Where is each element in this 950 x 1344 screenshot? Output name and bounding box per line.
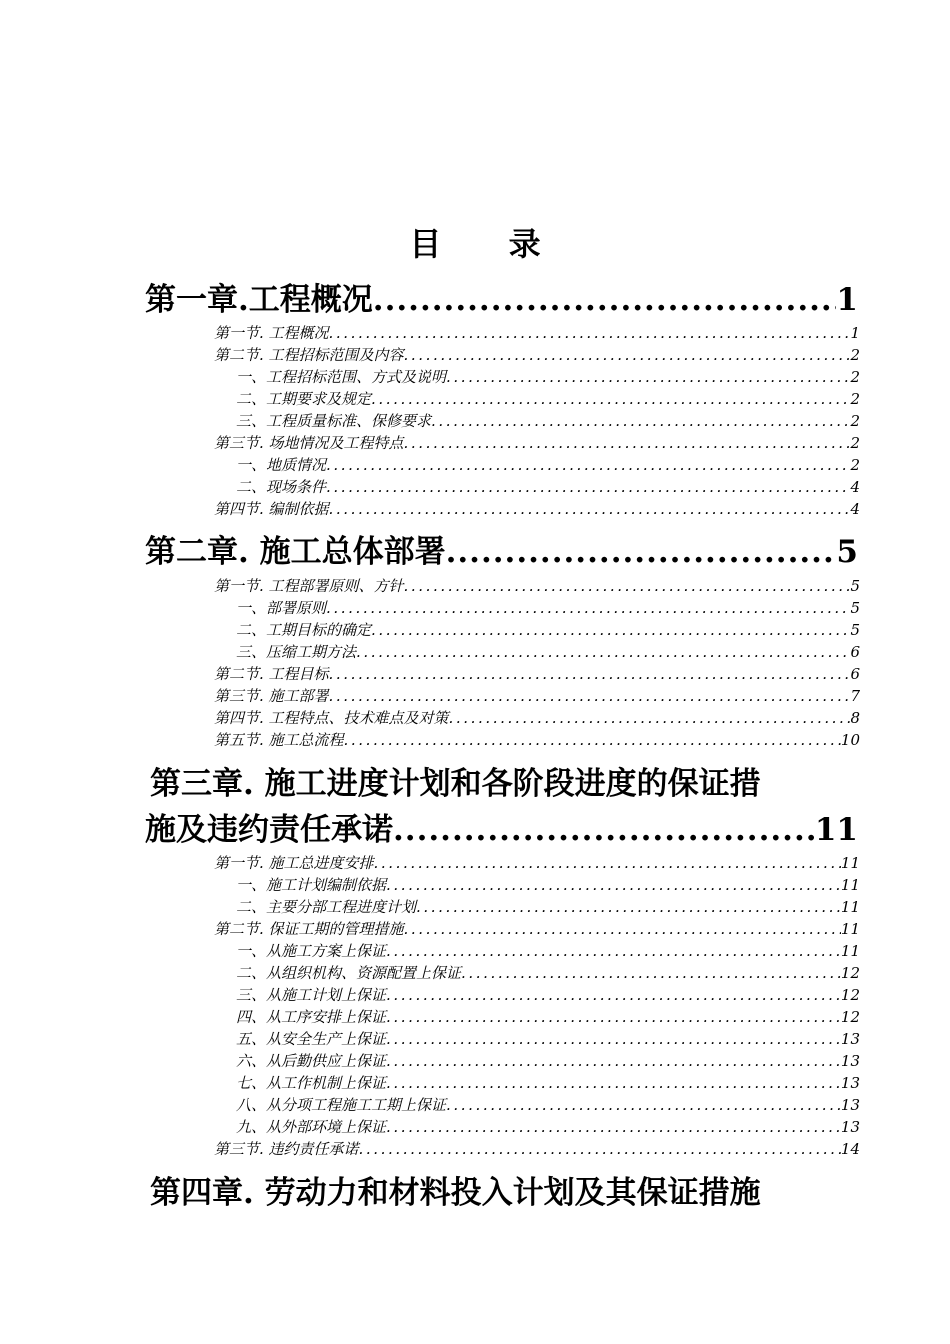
page-number: 13 xyxy=(840,1030,860,1048)
toc-entry[interactable] xyxy=(214,730,860,751)
entry-label: 二、工期要求及规定 xyxy=(236,390,372,408)
page-number: 2 xyxy=(850,456,860,474)
dot-leader xyxy=(329,499,851,520)
page-number: 11 xyxy=(840,920,860,938)
dot-leader xyxy=(386,875,841,896)
entry-label: 二、现场条件 xyxy=(236,478,327,496)
toc-entry[interactable] xyxy=(214,433,860,454)
dot-leader xyxy=(386,1051,841,1072)
page-number: 12 xyxy=(840,986,860,1004)
page-number: 11 xyxy=(840,876,860,894)
dot-leader xyxy=(449,708,851,729)
entry-label: 三、工程质量标准、保修要求 xyxy=(236,412,432,430)
chapter-4-title-line[interactable]: 第四章. 劳动力和材料投入计划及其保证措施 xyxy=(150,1175,761,1211)
entry-label: 二、从组织机构、资源配置上保证 xyxy=(236,964,462,982)
chapter-3-title-line[interactable]: 第三章. 施工进度计划和各阶段进度的保证措 xyxy=(150,766,761,802)
page-number: 1 xyxy=(836,282,858,318)
toc-entry[interactable] xyxy=(236,897,860,918)
toc-entry[interactable] xyxy=(236,620,860,641)
dot-leader xyxy=(404,576,851,597)
toc-entry[interactable] xyxy=(214,919,860,940)
toc-entry[interactable] xyxy=(236,1117,860,1138)
toc-entry[interactable] xyxy=(214,499,860,520)
page-number: 5 xyxy=(850,599,860,617)
entry-label: 五、从安全生产上保证 xyxy=(236,1030,387,1048)
page-number: 12 xyxy=(840,964,860,982)
dot-leader xyxy=(373,280,837,320)
page-number: 11 xyxy=(840,942,860,960)
page-number: 2 xyxy=(850,434,860,452)
dot-leader xyxy=(326,455,850,476)
dot-leader xyxy=(329,686,851,707)
chapter-3-entry[interactable] xyxy=(145,810,858,850)
toc-entry[interactable] xyxy=(214,1139,860,1160)
page-number: 14 xyxy=(840,1140,860,1158)
entry-label: 第二节. 保证工期的管理措施 xyxy=(214,920,404,938)
entry-label: 一、施工计划编制依据 xyxy=(236,876,387,894)
dot-leader xyxy=(386,1073,841,1094)
toc-entry[interactable] xyxy=(236,477,860,498)
toc-entry[interactable] xyxy=(236,985,860,1006)
page-number: 7 xyxy=(850,687,860,705)
dot-leader xyxy=(446,1095,841,1116)
entry-label: 二、主要分部工程进度计划 xyxy=(236,898,417,916)
dot-leader xyxy=(371,620,850,641)
toc-entry[interactable] xyxy=(236,411,860,432)
dot-leader xyxy=(386,1117,841,1138)
page-number: 5 xyxy=(850,621,860,639)
chapter-2-entry[interactable] xyxy=(145,532,858,572)
toc-entry[interactable] xyxy=(236,455,860,476)
toc-entry[interactable] xyxy=(236,389,860,410)
entry-label: 第三节. 场地情况及工程特点 xyxy=(214,434,404,452)
toc-entry[interactable] xyxy=(236,941,860,962)
page-number: 6 xyxy=(850,643,860,661)
dot-leader xyxy=(329,664,851,685)
page-number: 12 xyxy=(840,1008,860,1026)
toc-entry[interactable] xyxy=(214,576,860,597)
toc-entry[interactable] xyxy=(236,1029,860,1050)
entry-label: 一、部署原则 xyxy=(236,599,327,617)
toc-entry[interactable] xyxy=(214,853,860,874)
entry-label: 第一节. 工程概况 xyxy=(214,324,329,342)
page-number: 10 xyxy=(840,731,860,749)
dot-leader xyxy=(359,1139,841,1160)
page-number: 2 xyxy=(850,412,860,430)
dot-leader xyxy=(446,532,837,572)
entry-label: 一、工程招标范围、方式及说明 xyxy=(236,368,447,386)
chapter-label: 第一章.工程概况 xyxy=(145,282,373,318)
chapter-label: 施及违约责任承诺 xyxy=(145,812,393,848)
dot-leader xyxy=(374,853,841,874)
entry-label: 八、从分项工程施工工期上保证 xyxy=(236,1096,447,1114)
dot-leader xyxy=(326,598,850,619)
entry-label: 第四节. 工程特点、技术难点及对策 xyxy=(214,709,449,727)
dot-leader xyxy=(386,941,841,962)
page-number: 11 xyxy=(840,854,860,872)
dot-leader xyxy=(404,345,851,366)
dot-leader xyxy=(371,389,850,410)
entry-label: 六、从后勤供应上保证 xyxy=(236,1052,387,1070)
dot-leader xyxy=(344,730,841,751)
entry-label: 第一节. 施工总进度安排 xyxy=(214,854,374,872)
dot-leader xyxy=(461,963,841,984)
toc-entry[interactable] xyxy=(236,642,860,663)
entry-label: 七、从工作机制上保证 xyxy=(236,1074,387,1092)
page-number: 2 xyxy=(850,368,860,386)
dot-leader xyxy=(326,477,850,498)
toc-entry[interactable] xyxy=(236,1007,860,1028)
entry-label: 四、从工序安排上保证 xyxy=(236,1008,387,1026)
dot-leader xyxy=(393,810,815,850)
page-number: 1 xyxy=(850,324,860,342)
entry-label: 一、地质情况 xyxy=(236,456,327,474)
toc-entry[interactable] xyxy=(236,963,860,984)
page-number: 8 xyxy=(850,709,860,727)
entry-label: 三、压缩工期方法 xyxy=(236,643,357,661)
entry-label: 第四节. 编制依据 xyxy=(214,500,329,518)
entry-label: 三、从施工计划上保证 xyxy=(236,986,387,1004)
page-number: 4 xyxy=(850,500,860,518)
entry-label: 第五节. 施工总流程 xyxy=(214,731,344,749)
entry-label: 一、从施工方案上保证 xyxy=(236,942,387,960)
page-number: 13 xyxy=(840,1118,860,1136)
page-number: 2 xyxy=(850,346,860,364)
toc-entry[interactable] xyxy=(214,686,860,707)
page-number: 4 xyxy=(850,478,860,496)
toc-entry[interactable] xyxy=(214,345,860,366)
entry-label: 第三节. 施工部署 xyxy=(214,687,329,705)
entry-label: 第二节. 工程招标范围及内容 xyxy=(214,346,404,364)
dot-leader xyxy=(329,323,851,344)
toc-entry[interactable] xyxy=(236,1095,860,1116)
page-number: 5 xyxy=(850,577,860,595)
dot-leader xyxy=(386,1007,841,1028)
entry-label: 二、工期目标的确定 xyxy=(236,621,372,639)
dot-leader xyxy=(386,985,841,1006)
dot-leader xyxy=(356,642,850,663)
toc-entry[interactable] xyxy=(236,1073,860,1094)
page-number: 13 xyxy=(840,1074,860,1092)
dot-leader xyxy=(386,1029,841,1050)
entry-label: 第三节. 违约责任承诺 xyxy=(214,1140,359,1158)
dot-leader xyxy=(431,411,850,432)
toc-entry[interactable] xyxy=(236,875,860,896)
toc-entry[interactable] xyxy=(236,1051,860,1072)
page-number: 13 xyxy=(840,1052,860,1070)
page-number: 2 xyxy=(850,390,860,408)
page-number: 13 xyxy=(840,1096,860,1114)
page-number: 5 xyxy=(836,534,858,570)
dot-leader xyxy=(404,919,841,940)
entry-label: 第二节. 工程目标 xyxy=(214,665,329,683)
toc-entry[interactable] xyxy=(236,367,860,388)
page-number: 6 xyxy=(850,665,860,683)
toc-entry[interactable] xyxy=(214,664,860,685)
toc-entry[interactable] xyxy=(236,598,860,619)
dot-leader xyxy=(446,367,850,388)
toc-entry[interactable] xyxy=(214,708,860,729)
page-number: 11 xyxy=(840,898,860,916)
entry-label: 第一节. 工程部署原则、方针 xyxy=(214,577,404,595)
dot-leader xyxy=(416,897,841,918)
chapter-label: 第二章. 施工总体部署 xyxy=(145,534,446,570)
chapter-1-entry[interactable] xyxy=(145,280,858,320)
entry-label: 九、从外部环境上保证 xyxy=(236,1118,387,1136)
toc-entry[interactable] xyxy=(214,323,860,344)
dot-leader xyxy=(404,433,851,454)
page-number: 11 xyxy=(814,812,858,848)
toc-title: 目 录 xyxy=(409,225,569,263)
